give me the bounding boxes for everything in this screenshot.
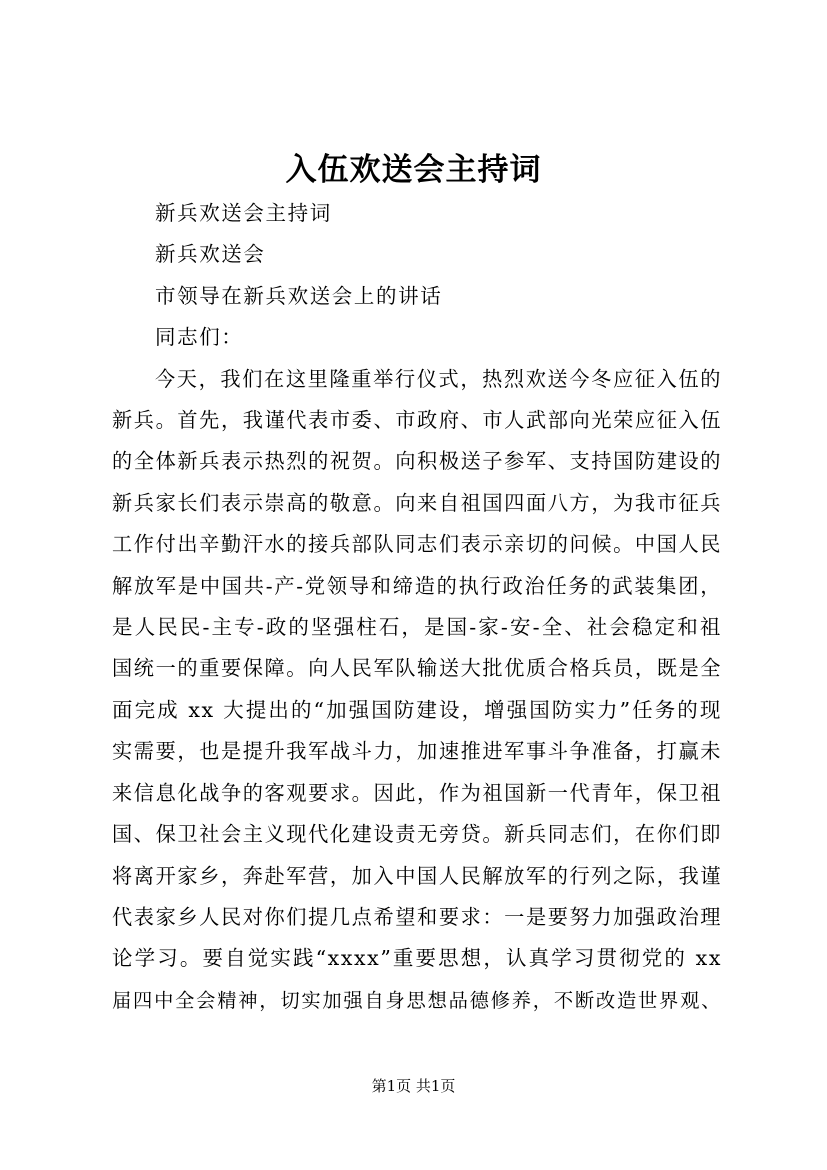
paragraph-line: 是人民民-主专-政的坚强柱石，是国-家-安-全、社会稳定和祖 — [112, 615, 722, 639]
paragraph-line: 实需要，也是提升我军战斗力，加速推进军事斗争准备，打赢未 — [112, 739, 723, 763]
paragraph-line: 论学习。要自觉实践“xxxx”重要思想，认真学习贯彻党的 xx — [112, 946, 722, 970]
paragraph-line: 工作付出辛勤汗水的接兵部队同志们表示亲切的问候。中国人民 — [112, 532, 723, 556]
paragraph-line: 的全体新兵表示热烈的祝贺。向积极送子参军、支持国防建设的 — [112, 449, 723, 473]
paragraph-line: 国统一的重要保障。向人民军队输送大批优质合格兵员，既是全 — [112, 656, 723, 680]
paragraph-line: 将离开家乡，奔赴军营，加入中国人民解放军的行列之际，我谨 — [112, 864, 723, 888]
paragraph-line: 来信息化战争的客观要求。因此，作为祖国新一代青年，保卫祖 — [112, 781, 723, 805]
paragraph-line: 国、保卫社会主义现代化建设责无旁贷。新兵同志们，在你们即 — [112, 822, 723, 846]
subheading-line: 新兵欢送会 — [155, 242, 266, 266]
salutation-line: 同志们： — [155, 325, 244, 349]
subheading-line: 新兵欢送会主持词 — [155, 201, 332, 225]
paragraph-line: 今天，我们在这里隆重举行仪式，热烈欢送今冬应征入伍的 — [155, 367, 722, 391]
paragraph-line: 新兵。首先，我谨代表市委、市政府、市人武部向光荣应征入伍 — [112, 408, 723, 432]
document-title: 入伍欢送会主持词 — [285, 152, 542, 188]
paragraph-line: 解放军是中国共-产-党领导和缔造的执行政治任务的武装集团， — [112, 574, 722, 598]
page-footer: 第1页 共1页 — [371, 1077, 456, 1095]
paragraph-line: 新兵家长们表示崇高的敬意。向来自祖国四面八方，为我市征兵 — [112, 491, 723, 515]
paragraph-line: 面完成 xx 大提出的“加强国防建设，增强国防实力”任务的现 — [112, 698, 722, 722]
paragraph-line: 代表家乡人民对你们提几点希望和要求：一是要努力加强政治理 — [112, 905, 723, 929]
subheading-line: 市领导在新兵欢送会上的讲话 — [155, 284, 443, 308]
paragraph-line: 届四中全会精神，切实加强自身思想品德修养，不断改造世界观、 — [112, 989, 722, 1012]
